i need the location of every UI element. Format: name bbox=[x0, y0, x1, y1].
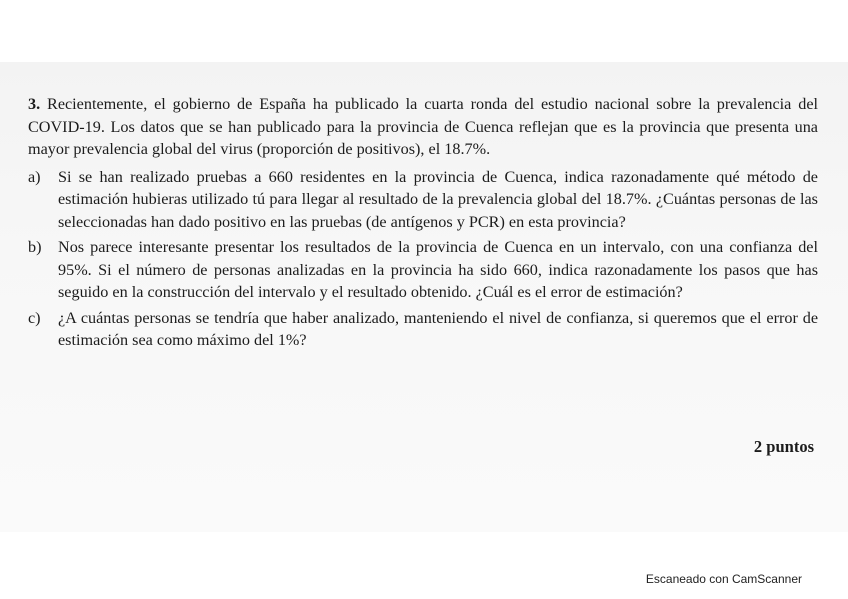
subquestion-letter: a) bbox=[28, 167, 41, 186]
subquestion-letter: c) bbox=[28, 308, 41, 327]
subquestion-c bbox=[28, 307, 818, 352]
subquestion-text: Si se han realizado pruebas a 660 residentes en la provincia de Cuenca, indica razonadamente qué método de estimación hubieras utilizado tú para llegar al resultado de la prevalencia global del 18.7%. ¿Cuántas personas de las seleccionadas han dado positivo en las pruebas (de antígenos y PCR) en esta provincia? bbox=[58, 167, 818, 231]
subquestion-text: ¿A cuántas personas se tendría que haber analizado, manteniendo el nivel de confianza, si queremos que el error de estimación sea como máximo del 1%? bbox=[58, 308, 818, 349]
subquestion-text: Nos parece interesante presentar los resultados de la provincia de Cuenca en un intervalo, con una confianza del 95%. Si el número de personas analizadas en la provincia ha sido 660, indica razonadamente los pasos que has seguido en la construcción del intervalo y el resultado obtenido. ¿Cuál es el error de estimación? bbox=[58, 238, 818, 301]
problem-statement: Recientemente, el gobierno de España ha publicado la cuarta ronda del estudio nacional sobre la prevalencia del COVID-19. Los datos que se han publicado para la provincia de Cuenca reflejan que es la provincia que presenta una mayor prevalencia global del virus (proporción de positivos), el 18.7%. bbox=[28, 95, 819, 158]
subquestion-b bbox=[28, 236, 818, 304]
subquestion-letter: b) bbox=[28, 238, 42, 256]
problem-intro bbox=[28, 93, 818, 161]
points-label: 2 puntos bbox=[753, 437, 814, 456]
problem-number: 3. bbox=[28, 95, 41, 113]
problem-3 bbox=[28, 93, 818, 355]
subquestion-a bbox=[28, 166, 818, 234]
camscanner-watermark: Escaneado con CamScanner bbox=[645, 572, 802, 586]
